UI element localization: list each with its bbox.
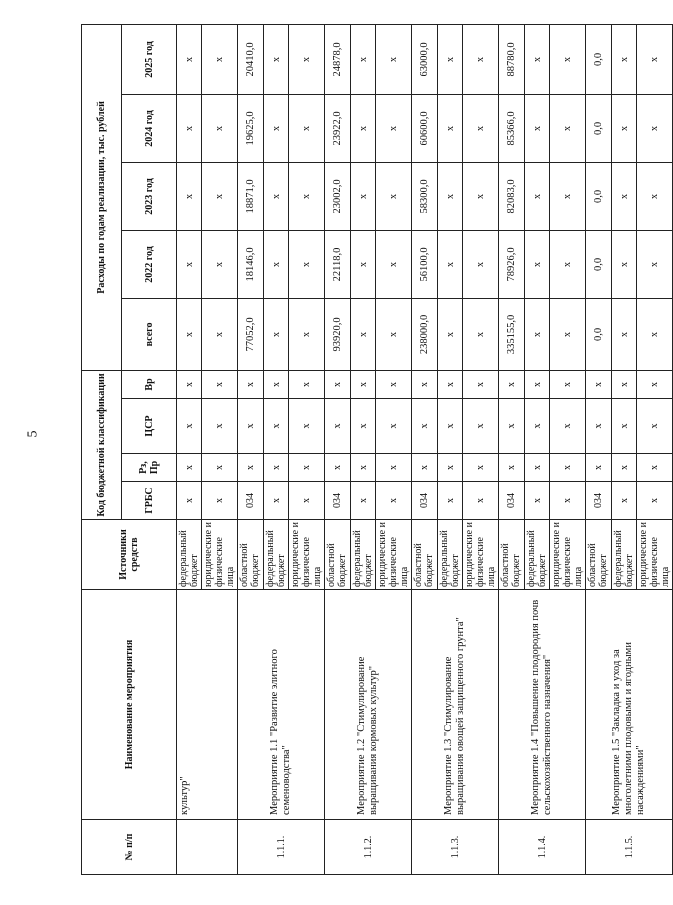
total-cell: х	[289, 298, 325, 370]
y2024-cell: х	[438, 94, 463, 162]
rz-cell: х	[586, 454, 612, 482]
row-number: 1.1.4.	[499, 820, 586, 875]
total-cell: 238000,0	[412, 298, 438, 370]
source-cell: федеральный бюджет	[177, 520, 202, 590]
y2025-cell: 0,0	[586, 24, 612, 94]
total-cell: 93920,0	[325, 298, 351, 370]
source-cell: юридические и физические лица	[550, 520, 586, 590]
rz-cell: х	[376, 454, 412, 482]
rz-cell: х	[612, 454, 637, 482]
y2024-cell: 23922,0	[325, 94, 351, 162]
y2023-cell: х	[177, 162, 202, 230]
y2022-cell: х	[202, 230, 238, 298]
y2022-cell: х	[612, 230, 637, 298]
page-number: 5	[25, 430, 41, 438]
source-cell: областной бюджет	[325, 520, 351, 590]
table-row	[177, 24, 202, 874]
y2025-cell: х	[525, 24, 550, 94]
table-row	[586, 24, 612, 874]
grbs-cell: 034	[412, 482, 438, 520]
csr-cell: х	[499, 399, 525, 454]
grbs-cell: х	[438, 482, 463, 520]
vr-cell: х	[264, 370, 289, 398]
y2025-cell: х	[202, 24, 238, 94]
y2024-cell: х	[202, 94, 238, 162]
vr-cell: х	[499, 370, 525, 398]
expenses-table	[81, 24, 673, 875]
rz-cell: х	[202, 454, 238, 482]
y2023-cell: 18871,0	[238, 162, 264, 230]
rz-cell: х	[289, 454, 325, 482]
y2022-cell: х	[463, 230, 499, 298]
y2025-cell: 24878,0	[325, 24, 351, 94]
source-cell: федеральный бюджет	[351, 520, 376, 590]
vr-cell: х	[238, 370, 264, 398]
y2025-cell: х	[463, 24, 499, 94]
csr-cell: х	[289, 399, 325, 454]
y2022-cell: х	[550, 230, 586, 298]
source-cell: федеральный бюджет	[525, 520, 550, 590]
total-cell: х	[637, 298, 673, 370]
grbs-cell: 034	[238, 482, 264, 520]
grbs-cell: х	[612, 482, 637, 520]
y2024-cell: 60600,0	[412, 94, 438, 162]
vr-cell: х	[612, 370, 637, 398]
source-cell: областной бюджет	[412, 520, 438, 590]
y2022-cell: 0,0	[586, 230, 612, 298]
y2025-cell: х	[637, 24, 673, 94]
grbs-cell: х	[637, 482, 673, 520]
total-cell: 77052,0	[238, 298, 264, 370]
table-row	[238, 24, 264, 874]
y2024-cell: х	[463, 94, 499, 162]
y2022-cell: х	[351, 230, 376, 298]
y2025-cell: х	[550, 24, 586, 94]
y2023-cell: х	[637, 162, 673, 230]
y2023-cell: х	[289, 162, 325, 230]
csr-cell: х	[264, 399, 289, 454]
source-cell: юридические и физические лица	[202, 520, 238, 590]
vr-cell: х	[177, 370, 202, 398]
rz-cell: х	[463, 454, 499, 482]
csr-cell: х	[202, 399, 238, 454]
rz-cell: х	[550, 454, 586, 482]
total-cell: х	[612, 298, 637, 370]
y2024-cell: 19625,0	[238, 94, 264, 162]
y2022-cell: х	[637, 230, 673, 298]
total-cell: 0,0	[586, 298, 612, 370]
vr-cell: х	[550, 370, 586, 398]
source-cell: юридические и физические лица	[463, 520, 499, 590]
source-cell: юридические и физические лица	[376, 520, 412, 590]
header-year-2024: 2024 год	[122, 94, 177, 162]
y2023-cell: х	[376, 162, 412, 230]
grbs-cell: х	[177, 482, 202, 520]
y2023-cell: х	[463, 162, 499, 230]
source-cell: федеральный бюджет	[612, 520, 637, 590]
y2023-cell: 58300,0	[412, 162, 438, 230]
y2025-cell: х	[177, 24, 202, 94]
y2024-cell: х	[376, 94, 412, 162]
measure-name: Мероприятие 1.2 "Стимулирование выращивания кормовых культур"	[325, 590, 412, 820]
y2025-cell: 63000,0	[412, 24, 438, 94]
grbs-cell: х	[202, 482, 238, 520]
header-total: всего	[122, 298, 177, 370]
header-source: Источники средств	[82, 520, 177, 590]
y2024-cell: х	[289, 94, 325, 162]
y2022-cell: х	[438, 230, 463, 298]
csr-cell: х	[550, 399, 586, 454]
rz-cell: х	[351, 454, 376, 482]
source-cell: федеральный бюджет	[438, 520, 463, 590]
y2025-cell: х	[264, 24, 289, 94]
grbs-cell: 034	[325, 482, 351, 520]
header-expense-group: Расходы по годам реализации, тыс. рублей	[82, 24, 122, 370]
rz-cell: х	[264, 454, 289, 482]
y2023-cell: х	[264, 162, 289, 230]
y2023-cell: 82083,0	[499, 162, 525, 230]
y2022-cell: 56100,0	[412, 230, 438, 298]
vr-cell: х	[351, 370, 376, 398]
y2022-cell: 18146,0	[238, 230, 264, 298]
header-code-group: Код бюджетной классификации	[82, 370, 122, 519]
y2024-cell: х	[525, 94, 550, 162]
csr-cell: х	[412, 399, 438, 454]
vr-cell: х	[376, 370, 412, 398]
csr-cell: х	[351, 399, 376, 454]
y2022-cell: х	[177, 230, 202, 298]
table-header	[82, 24, 177, 874]
header-rzpr: Рз, Пр	[122, 454, 177, 482]
header-year-2025: 2025 год	[122, 24, 177, 94]
total-cell: х	[438, 298, 463, 370]
csr-cell: х	[586, 399, 612, 454]
y2024-cell: х	[612, 94, 637, 162]
y2022-cell: х	[525, 230, 550, 298]
table-row	[412, 24, 438, 874]
row-number: 1.1.5.	[586, 820, 673, 875]
header-csr: ЦСР	[122, 399, 177, 454]
grbs-cell: х	[264, 482, 289, 520]
vr-cell: х	[637, 370, 673, 398]
source-cell: юридические и физические лица	[637, 520, 673, 590]
y2022-cell: 78926,0	[499, 230, 525, 298]
header-name: Наименование мероприятия	[82, 590, 177, 820]
y2025-cell: 20410,0	[238, 24, 264, 94]
table-row	[325, 24, 351, 874]
y2025-cell: х	[438, 24, 463, 94]
rz-cell: х	[177, 454, 202, 482]
row-number: 1.1.3.	[412, 820, 499, 875]
measure-name: Мероприятие 1.3 "Стимулирование выращивания овощей защищенного грунта"	[412, 590, 499, 820]
vr-cell: х	[525, 370, 550, 398]
grbs-cell: х	[351, 482, 376, 520]
measure-name: культур"	[177, 590, 238, 820]
y2024-cell: х	[177, 94, 202, 162]
rz-cell: х	[525, 454, 550, 482]
row-number	[177, 820, 238, 875]
y2022-cell: х	[264, 230, 289, 298]
source-cell: областной бюджет	[499, 520, 525, 590]
header-np: № п/п	[82, 820, 177, 875]
vr-cell: х	[412, 370, 438, 398]
y2023-cell: х	[525, 162, 550, 230]
y2023-cell: х	[612, 162, 637, 230]
y2024-cell: х	[637, 94, 673, 162]
vr-cell: х	[586, 370, 612, 398]
rz-cell: х	[412, 454, 438, 482]
vr-cell: х	[289, 370, 325, 398]
y2024-cell: х	[264, 94, 289, 162]
measure-name: Мероприятие 1.5 "Закладка и уход за многолетними плодовыми и ягодными насаждениями"	[586, 590, 673, 820]
csr-cell: х	[463, 399, 499, 454]
y2025-cell: х	[612, 24, 637, 94]
y2023-cell: х	[438, 162, 463, 230]
header-vr: Вр	[122, 370, 177, 398]
total-cell: х	[550, 298, 586, 370]
header-year-2023: 2023 год	[122, 162, 177, 230]
rz-cell: х	[637, 454, 673, 482]
grbs-cell: 034	[586, 482, 612, 520]
header-grbs: ГРБС	[122, 482, 177, 520]
y2024-cell: х	[550, 94, 586, 162]
header-year-2022: 2022 год	[122, 230, 177, 298]
rz-cell: х	[238, 454, 264, 482]
total-cell: х	[351, 298, 376, 370]
rz-cell: х	[499, 454, 525, 482]
y2024-cell: х	[351, 94, 376, 162]
total-cell: х	[463, 298, 499, 370]
vr-cell: х	[325, 370, 351, 398]
y2025-cell: х	[351, 24, 376, 94]
csr-cell: х	[525, 399, 550, 454]
y2023-cell: 0,0	[586, 162, 612, 230]
csr-cell: х	[177, 399, 202, 454]
csr-cell: х	[438, 399, 463, 454]
total-cell: х	[177, 298, 202, 370]
csr-cell: х	[376, 399, 412, 454]
vr-cell: х	[463, 370, 499, 398]
total-cell: х	[202, 298, 238, 370]
rotated-page	[81, 25, 671, 875]
vr-cell: х	[438, 370, 463, 398]
y2023-cell: х	[550, 162, 586, 230]
y2025-cell: х	[376, 24, 412, 94]
grbs-cell: 034	[499, 482, 525, 520]
y2024-cell: 85366,0	[499, 94, 525, 162]
csr-cell: х	[325, 399, 351, 454]
table-row	[499, 24, 525, 874]
rz-cell: х	[438, 454, 463, 482]
source-cell: областной бюджет	[238, 520, 264, 590]
y2022-cell: х	[289, 230, 325, 298]
measure-name: Мероприятие 1.4 "Повышение плодородия почв сельскохозяйственного назначения"	[499, 590, 586, 820]
row-number: 1.1.2.	[325, 820, 412, 875]
y2025-cell: 88780,0	[499, 24, 525, 94]
total-cell: х	[525, 298, 550, 370]
row-number: 1.1.1.	[238, 820, 325, 875]
measure-name: Мероприятие 1.1 "Развитие элитного семеноводства"	[238, 590, 325, 820]
y2023-cell: х	[202, 162, 238, 230]
y2022-cell: 22118,0	[325, 230, 351, 298]
source-cell: юридические и физические лица	[289, 520, 325, 590]
source-cell: федеральный бюджет	[264, 520, 289, 590]
rz-cell: х	[325, 454, 351, 482]
grbs-cell: х	[550, 482, 586, 520]
total-cell: 335155,0	[499, 298, 525, 370]
grbs-cell: х	[463, 482, 499, 520]
grbs-cell: х	[376, 482, 412, 520]
csr-cell: х	[612, 399, 637, 454]
grbs-cell: х	[289, 482, 325, 520]
total-cell: х	[264, 298, 289, 370]
source-cell: областной бюджет	[586, 520, 612, 590]
y2025-cell: х	[289, 24, 325, 94]
y2023-cell: х	[351, 162, 376, 230]
y2022-cell: х	[376, 230, 412, 298]
table-body	[177, 24, 673, 874]
csr-cell: х	[637, 399, 673, 454]
grbs-cell: х	[525, 482, 550, 520]
y2024-cell: 0,0	[586, 94, 612, 162]
vr-cell: х	[202, 370, 238, 398]
y2023-cell: 23002,0	[325, 162, 351, 230]
total-cell: х	[376, 298, 412, 370]
csr-cell: х	[238, 399, 264, 454]
